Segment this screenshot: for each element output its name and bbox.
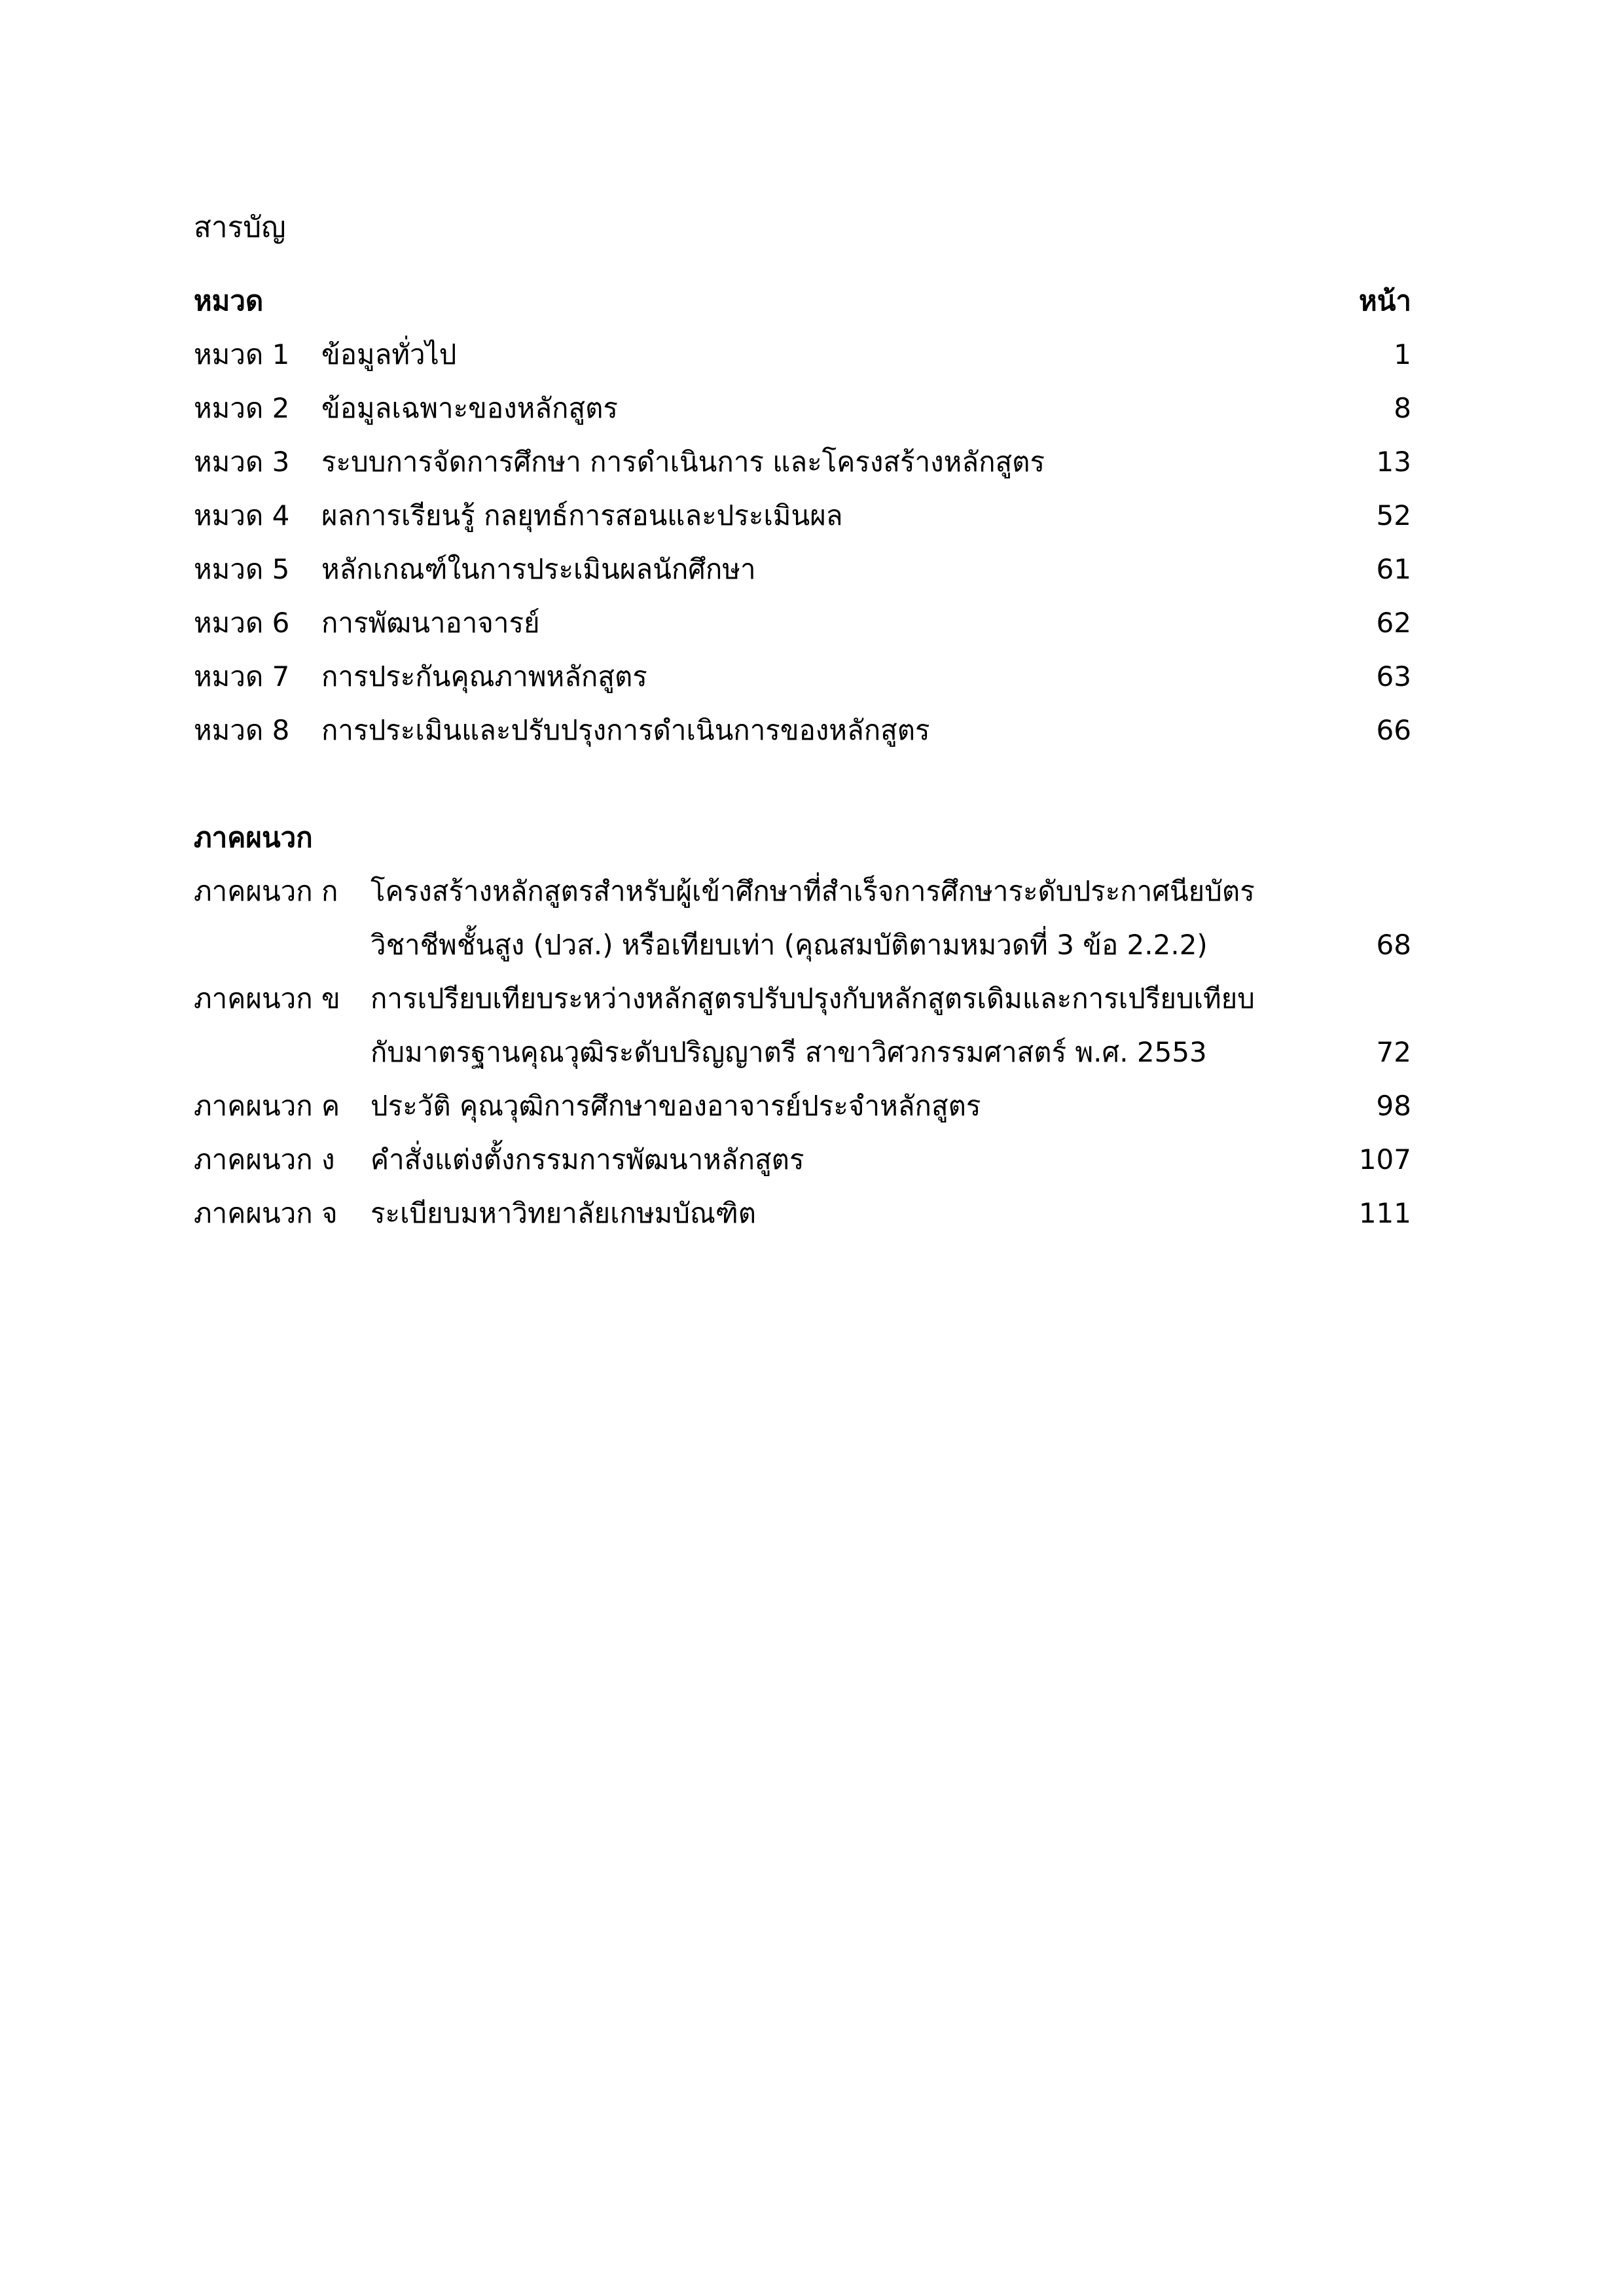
toc-entry-prefix: ภาคผนวก ค	[194, 1090, 340, 1122]
toc-entry-prefix: หมวด 7	[194, 660, 290, 692]
toc-entry-page: 62	[1376, 607, 1411, 639]
toc-entry-prefix: ภาคผนวก จ	[194, 1197, 338, 1229]
toc-entry-title: ผลการเรียนรู้ กลยุทธ์การสอนและประเมินผล	[321, 499, 843, 531]
toc-entry-title: ระบบการจัดการศึกษา การดำเนินการ และโครงสร้างหลักสูตร	[321, 446, 1045, 478]
toc-entry-title: การประกันคุณภาพหลักสูตร	[321, 660, 647, 692]
toc-entry-appendix-d[interactable]	[194, 1134, 1411, 1187]
appendix-header-label: ภาคผนวก	[194, 821, 313, 853]
toc-entry-page: 98	[1376, 1090, 1411, 1122]
toc-entry-page: 111	[1358, 1197, 1411, 1229]
toc-entry-chapter-6[interactable]	[194, 597, 1411, 651]
toc-entry-prefix: หมวด 6	[194, 607, 290, 639]
toc-entry-page: 107	[1358, 1143, 1411, 1175]
toc-entry-title: ข้อมูลเฉพาะของหลักสูตร	[321, 392, 618, 424]
appendix-section	[194, 812, 1411, 1241]
toc-entry-title: การพัฒนาอาจารย์	[321, 607, 540, 639]
toc-entry-chapter-8[interactable]	[194, 704, 1411, 758]
chapters-section	[194, 275, 1411, 758]
toc-entry-appendix-b[interactable]	[194, 973, 1411, 1080]
toc-entry-page: 1	[1394, 338, 1411, 370]
toc-entry-prefix: ภาคผนวก ข	[194, 982, 340, 1014]
toc-entry-title-line1: การเปรียบเทียบระหว่างหลักสูตรปรับปรุงกับหลักสูตรเดิมและการเปรียบเทียบ	[370, 982, 1255, 1014]
toc-entry-page: 13	[1376, 446, 1411, 478]
toc-entry-page: 66	[1376, 714, 1411, 746]
toc-entry-title: หลักเกณฑ์ในการประเมินผลนักศึกษา	[321, 553, 756, 585]
toc-entry-title: ข้อมูลทั่วไป	[321, 338, 457, 370]
appendix-header	[194, 812, 1411, 865]
chapters-header-label: หมวด	[194, 285, 264, 317]
toc-entry-chapter-1[interactable]	[194, 329, 1411, 382]
toc-entry-page: 72	[1376, 1036, 1411, 1068]
toc-entry-page: 61	[1376, 553, 1411, 585]
toc-entry-title: การประเมินและปรับปรุงการดำเนินการของหลักสูตร	[321, 714, 930, 746]
toc-entry-page: 8	[1394, 392, 1411, 424]
toc-entry-prefix: หมวด 5	[194, 553, 290, 585]
chapters-header	[194, 275, 1411, 329]
toc-entry-chapter-7[interactable]	[194, 651, 1411, 704]
toc-entry-title-line1: โครงสร้างหลักสูตรสำหรับผู้เข้าศึกษาที่สำเร็จการศึกษาระดับประกาศนียบัตร	[370, 875, 1255, 907]
toc-entry-chapter-5[interactable]	[194, 543, 1411, 597]
toc-entry-appendix-a[interactable]	[194, 865, 1411, 973]
page-column-header: หน้า	[1359, 285, 1411, 317]
toc-entry-chapter-2[interactable]	[194, 382, 1411, 436]
toc-entry-prefix: หมวด 8	[194, 714, 290, 746]
toc-entry-chapter-3[interactable]	[194, 436, 1411, 490]
toc-entry-title: ประวัติ คุณวุฒิการศึกษาของอาจารย์ประจำหลักสูตร	[370, 1090, 981, 1122]
toc-entry-page: 63	[1376, 660, 1411, 692]
toc-entry-prefix: หมวด 4	[194, 499, 290, 531]
toc-entry-prefix: ภาคผนวก ง	[194, 1143, 335, 1175]
toc-entry-chapter-4[interactable]	[194, 490, 1411, 543]
toc-entry-title-line2: กับมาตรฐานคุณวุฒิระดับปริญญาตรี สาขาวิศวกรรมศาสตร์ พ.ศ. 2553	[370, 1036, 1207, 1068]
page-title: สารบัญ	[194, 211, 286, 244]
toc-entry-prefix: ภาคผนวก ก	[194, 875, 338, 907]
toc-entry-page: 68	[1376, 929, 1411, 961]
toc-entry-title: ระเบียบมหาวิทยาลัยเกษมบัณฑิต	[370, 1197, 757, 1229]
toc-entry-appendix-c[interactable]	[194, 1080, 1411, 1134]
toc-entry-appendix-e[interactable]	[194, 1187, 1411, 1241]
toc-entry-title-line2: วิชาชีพชั้นสูง (ปวส.) หรือเทียบเท่า (คุณสมบัติตามหมวดที่ 3 ข้อ 2.2.2)	[370, 929, 1208, 961]
toc-entry-title: คำสั่งแต่งตั้งกรรมการพัฒนาหลักสูตร	[370, 1143, 804, 1175]
toc-entry-prefix: หมวด 1	[194, 338, 290, 370]
toc-entry-prefix: หมวด 3	[194, 446, 290, 478]
toc-entry-prefix: หมวด 2	[194, 392, 290, 424]
toc-entry-page: 52	[1376, 499, 1411, 531]
